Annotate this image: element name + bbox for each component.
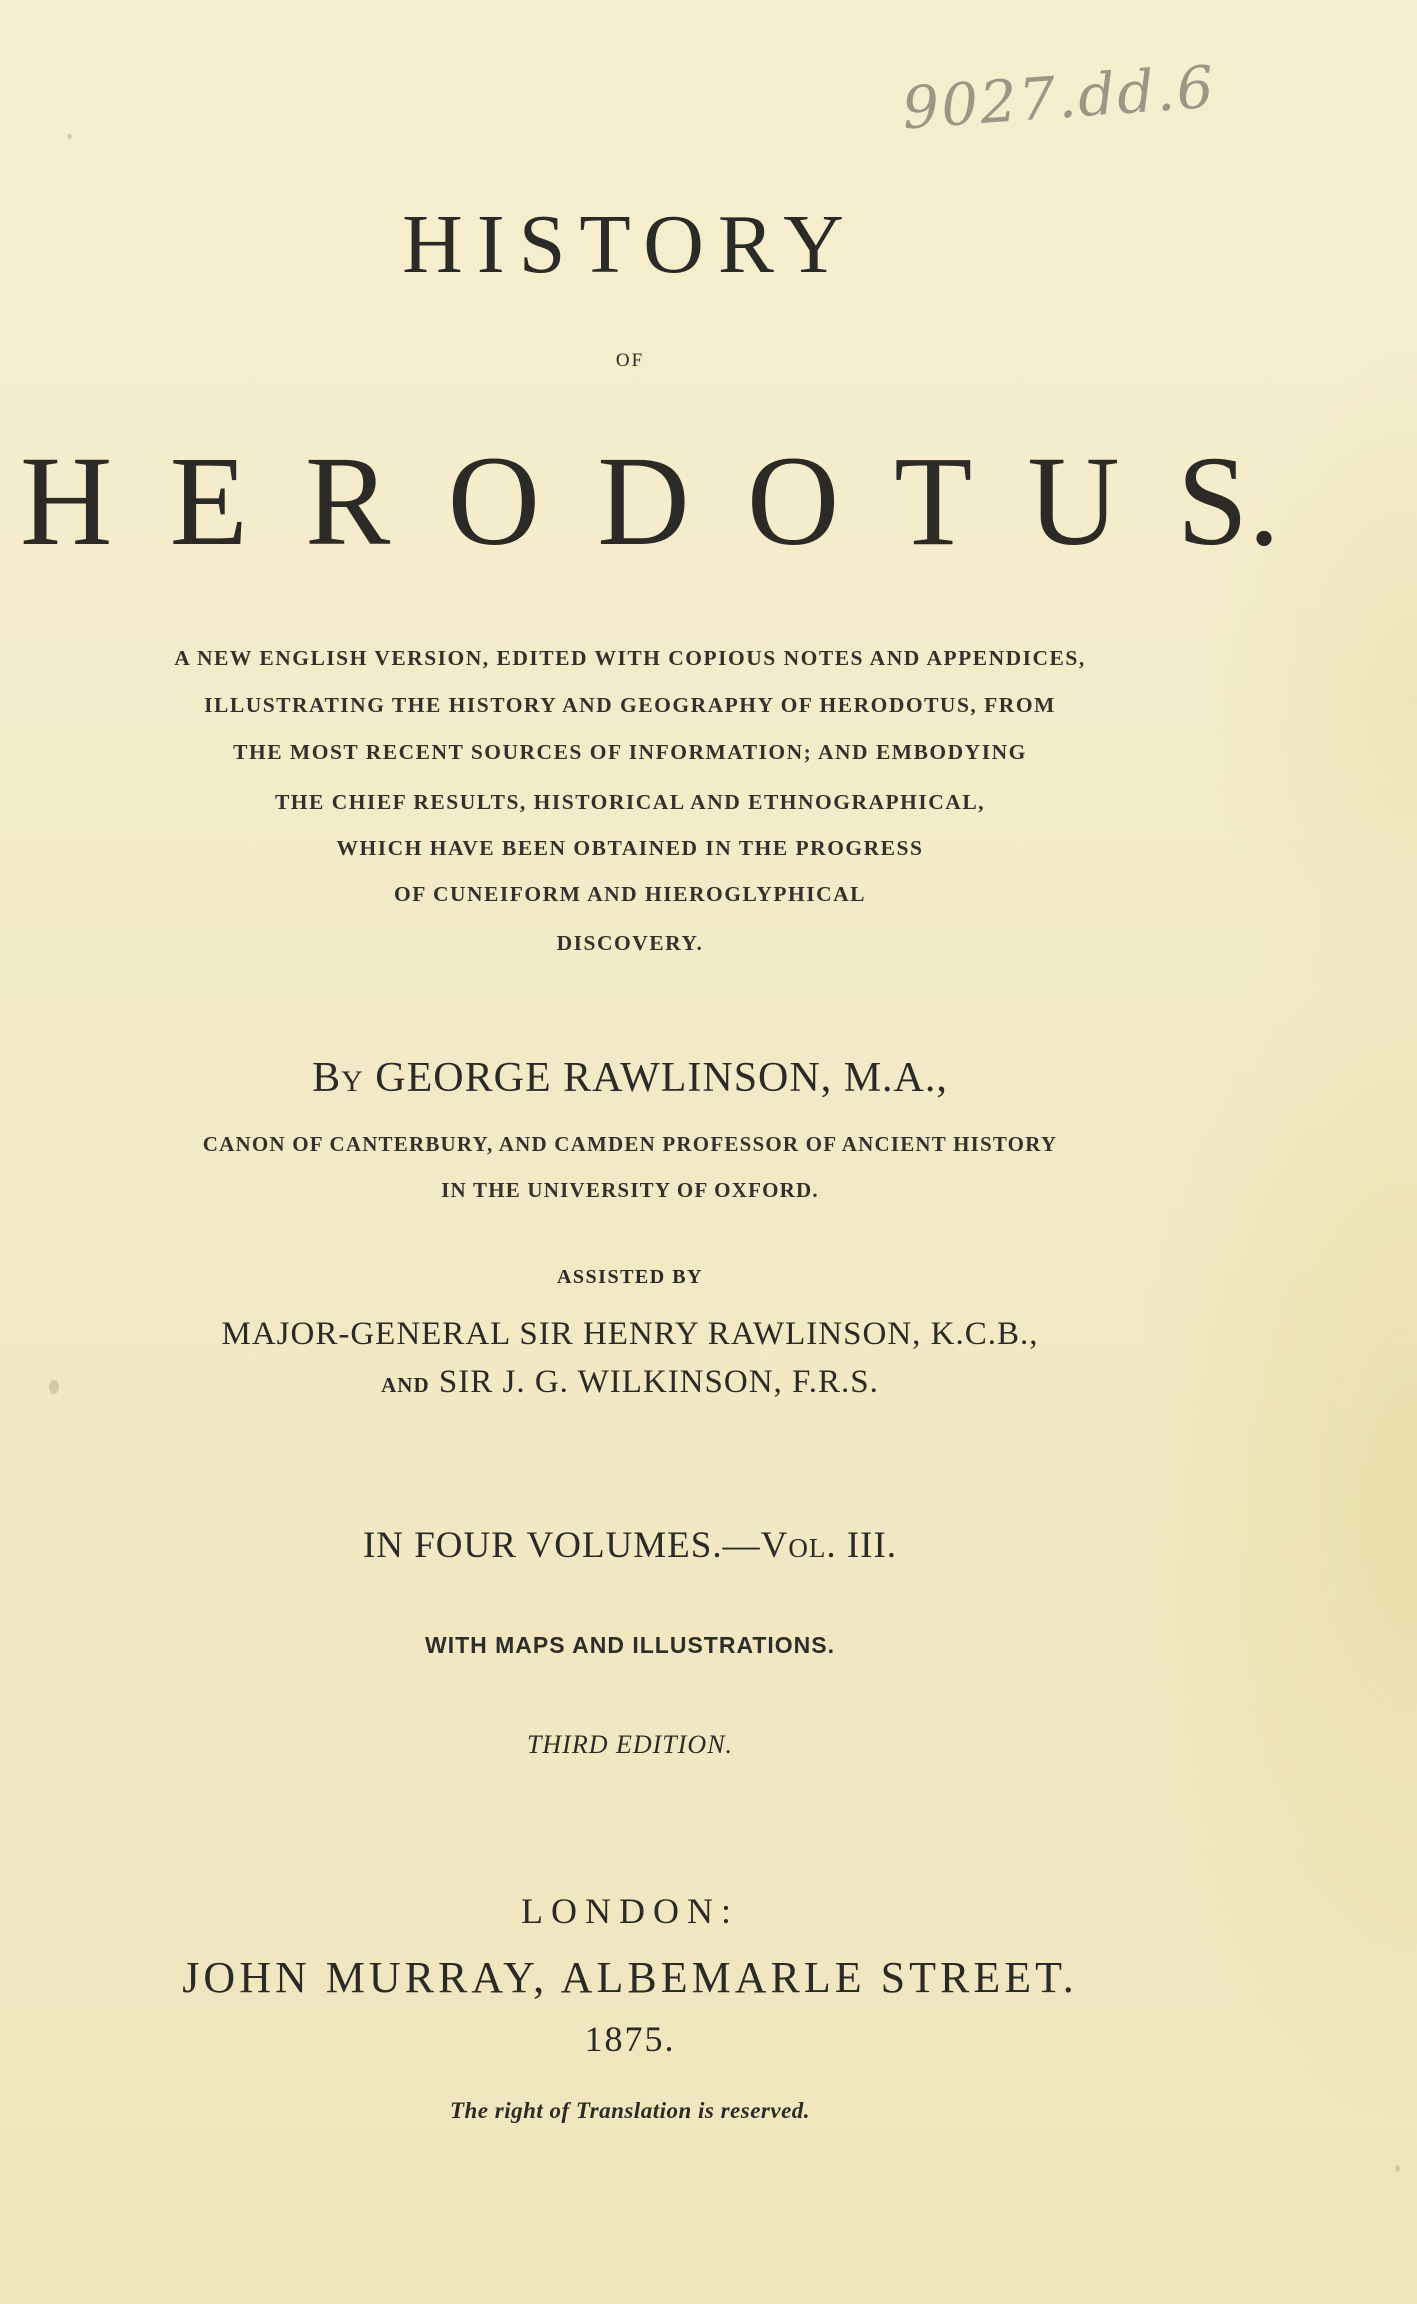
title-letter: R: [305, 430, 391, 572]
assistant-wilkinson-name: SIR J. G. WILKINSON, F.R.S.: [438, 1364, 879, 1400]
edition-statement: THIRD EDITION.: [526, 1730, 734, 1759]
title-letter: .: [1248, 430, 1280, 572]
imprint-city: LONDON:: [521, 1891, 739, 1931]
description-line: WHICH HAVE BEEN OBTAINED IN THE PROGRESS: [336, 836, 924, 860]
volume-number: . III.: [826, 1525, 898, 1566]
title-letter: T: [894, 430, 970, 572]
volume-main: IN FOUR VOLUMES.—V: [362, 1525, 789, 1566]
title-of: OF: [615, 350, 645, 371]
title-letter: H: [20, 430, 113, 572]
maps-statement: WITH MAPS AND ILLUSTRATIONS.: [424, 1632, 836, 1658]
title-letter: O: [447, 430, 540, 572]
description-line: DISCOVERY.: [556, 931, 704, 955]
title-letter: E: [169, 430, 248, 572]
assistant-wilkinson: [0, 1364, 1260, 1401]
rights-notice: The right of Translation is reserved.: [449, 2098, 811, 2123]
imprint-year: 1875.: [584, 2019, 676, 2059]
library-shelfmark: 9027.dd.6: [899, 52, 1218, 143]
description-line: OF CUNEIFORM AND HIEROGLYPHICAL: [394, 882, 866, 906]
foxing-spot: [49, 1380, 59, 1394]
title-letter: U: [1027, 430, 1120, 572]
volume-statement: [0, 1524, 1260, 1567]
imprint-publisher: JOHN MURRAY, ALBEMARLE STREET.: [182, 1953, 1078, 2002]
description-line: ILLUSTRATING THE HISTORY AND GEOGRAPHY OF HERODOTUS, FROM: [204, 693, 1056, 717]
author-by-initial: B: [312, 1055, 342, 1101]
assisted-by-label: ASSISTED BY: [556, 1266, 703, 1288]
foxing-spot: [1395, 2165, 1400, 2172]
author-affiliation: CANON OF CANTERBURY, AND CAMDEN PROFESSOR OF ANCIENT HISTORY: [202, 1132, 1058, 1156]
title-letter: D: [597, 430, 690, 572]
title-history: HISTORY: [402, 198, 858, 291]
description-line: THE MOST RECENT SOURCES OF INFORMATION; AND EMBODYING: [233, 740, 1027, 764]
title-letter: O: [746, 430, 840, 572]
description-line: THE CHIEF RESULTS, HISTORICAL AND ETHNOGRAPHICAL,: [274, 790, 986, 814]
author-line: [0, 1054, 1260, 1102]
author-by-smallcaps: Y: [341, 1065, 364, 1098]
description-line: A NEW ENGLISH VERSION, EDITED WITH COPIOUS NOTES AND APPENDICES,: [174, 646, 1086, 670]
foxing-spot: [67, 134, 72, 139]
and-conjunction: AND: [381, 1373, 430, 1397]
volume-smallcaps: OL: [788, 1533, 827, 1563]
title-letter: S: [1176, 430, 1248, 572]
author-affiliation: IN THE UNIVERSITY OF OXFORD.: [441, 1178, 819, 1202]
assistant-rawlinson: MAJOR-GENERAL SIR HENRY RAWLINSON, K.C.B.,: [221, 1316, 1039, 1352]
author-name: GEORGE RAWLINSON, M.A.,: [375, 1055, 948, 1101]
title-herodotus: [20, 428, 1280, 575]
